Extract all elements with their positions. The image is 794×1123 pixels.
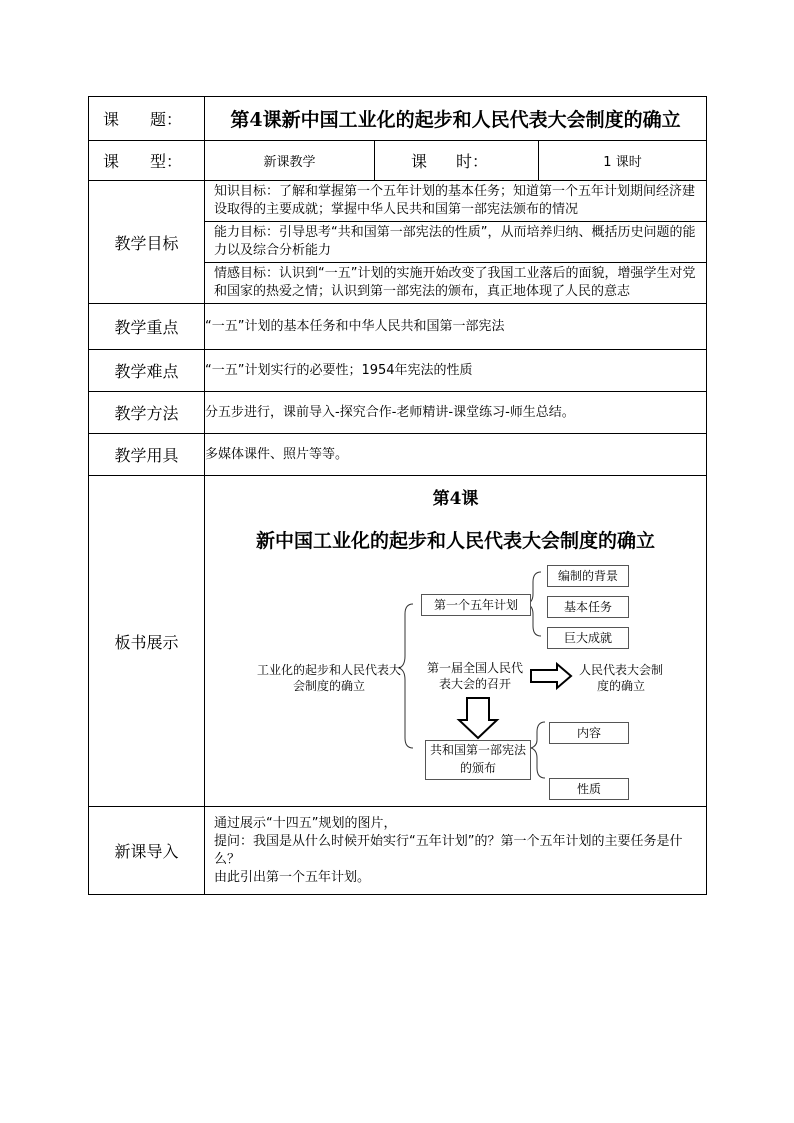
type-label-cell: 课 型： <box>89 141 205 181</box>
blackboard-diagram <box>205 476 706 806</box>
knowledge-goal: 知识目标：了解和掌握第一个五年计划的基本任务；知道第一个五年计划期间经济建设取得的主要成就；掌握中华人民共和国第一部宪法颁布的情况 <box>205 181 706 222</box>
node-constitution-nature: 性质 <box>549 778 629 800</box>
lesson-title: 第4课新中国工业化的起步和人民代表大会制度的确立 <box>205 97 707 141</box>
node-first-congress: 第一届全国人民代表大会的召开 <box>426 661 523 691</box>
node-first-constitution: 共和国第一部宪法的颁布 <box>425 740 531 780</box>
constitution-brace <box>531 722 545 778</box>
methods-value: 分五步进行，课前导入-探究合作-老师精讲-课堂练习-师生总结。 <box>205 392 707 434</box>
node-first-five-year-plan: 第一个五年计划 <box>421 594 531 616</box>
emotion-goal: 情感目标：认识到“一五”计划的实施开始改变了我国工业落后的面貌，增强学生对党和国家的热爱之情；认识到第一部宪法的颁布，真正地体现了人民的意志 <box>214 266 696 299</box>
node-plan-tasks: 基本任务 <box>547 596 629 618</box>
tools-value: 多媒体课件、照片等等。 <box>205 434 707 476</box>
time-label-cell: 课 时： <box>375 141 539 181</box>
difficulties-value: “一五”计划实行的必要性；1954年宪法的性质 <box>205 350 707 392</box>
node-constitution-content: 内容 <box>549 722 629 744</box>
board-heading-title: 新中国工业化的起步和人民代表大会制度的确立 <box>256 530 656 552</box>
intro-label: 新课导入 <box>89 807 205 895</box>
down-arrow-icon <box>459 698 497 738</box>
intro-line-1: 通过展示“十四五”规划的图片， <box>214 815 397 831</box>
board-label: 板书展示 <box>89 476 205 807</box>
node-plan-achievements: 巨大成就 <box>547 627 629 649</box>
ability-goal: 能力目标：引导思考“共和国第一部宪法的性质”，从而培养归纳、概括历史问题的能力以及综合分析能力 <box>205 222 706 263</box>
diagram-root: 工业化的起步和人民代表大会制度的确立 <box>257 663 402 693</box>
goals-label: 教学目标 <box>89 181 205 304</box>
intro-line-3: 由此引出第一个五年计划。 <box>214 869 371 885</box>
goals-cell <box>205 181 707 304</box>
difficulties-label: 教学难点 <box>89 350 205 392</box>
tools-label: 教学用具 <box>89 434 205 476</box>
intro-cell <box>205 807 707 895</box>
key-points-value: “一五”计划的基本任务和中华人民共和国第一部宪法 <box>205 304 707 350</box>
board-cell <box>205 476 707 807</box>
board-heading-lesson: 第4课 <box>432 489 479 509</box>
lesson-plan-table <box>88 96 707 895</box>
main-brace <box>399 604 413 748</box>
node-plan-background: 编制的背景 <box>547 565 629 587</box>
lesson-hours: 1 课时 <box>539 141 707 181</box>
key-points-label: 教学重点 <box>89 304 205 350</box>
intro-line-2: 提问：我国是从什么时候开始实行“五年计划”的？第一个五年计划的主要任务是什么？ <box>214 833 683 867</box>
topic-label-cell: 课 题： <box>89 97 205 141</box>
methods-label: 教学方法 <box>89 392 205 434</box>
node-congress-system: 人民代表大会制度的确立 <box>578 663 663 693</box>
right-arrow-icon <box>531 664 571 688</box>
lesson-type: 新课教学 <box>205 141 375 181</box>
